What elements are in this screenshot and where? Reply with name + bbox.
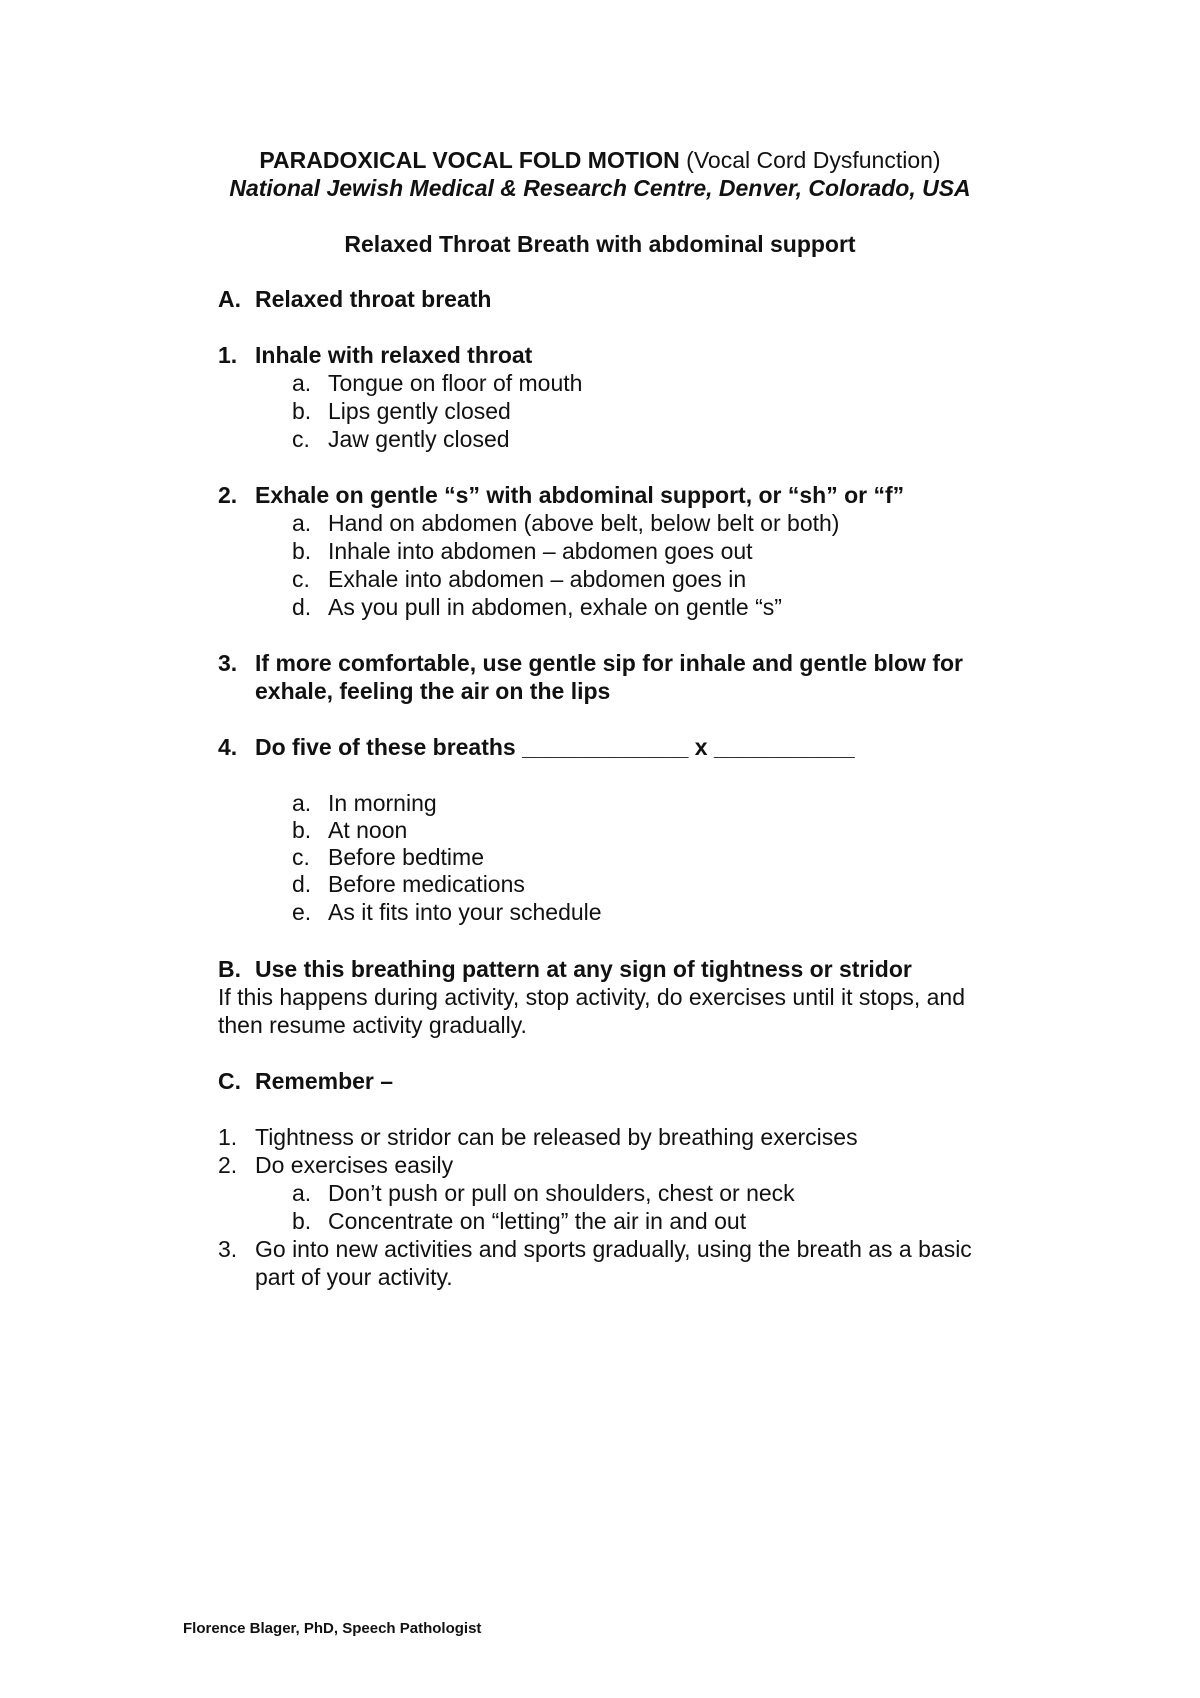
item-4-sub-text: As it fits into your schedule bbox=[328, 899, 602, 925]
section-b-text: then resume activity gradually. bbox=[218, 1012, 527, 1038]
item-4-sub-text: Before medications bbox=[328, 871, 525, 897]
title-rest: (Vocal Cord Dysfunction) bbox=[679, 147, 941, 173]
item-3-marker: 3. bbox=[218, 650, 238, 676]
section-c-marker: C. bbox=[218, 1068, 241, 1094]
remember-2-sub-text: Concentrate on “letting” the air in and out bbox=[328, 1208, 747, 1234]
item-1-sub-marker: a. bbox=[292, 370, 312, 396]
item-1-title: Inhale with relaxed throat bbox=[255, 342, 533, 368]
remember-2-sub-marker: a. bbox=[292, 1180, 312, 1206]
remember-2-sub-text: Don’t push or pull on shoulders, chest or neck bbox=[328, 1180, 795, 1206]
section-c-title: Remember – bbox=[255, 1068, 394, 1094]
section-a-title: Relaxed throat breath bbox=[255, 286, 492, 312]
item-1-marker: 1. bbox=[218, 342, 238, 368]
item-1-sub-marker: c. bbox=[292, 426, 310, 452]
item-1-sub-text: Tongue on floor of mouth bbox=[328, 370, 583, 396]
item-2-sub-text: As you pull in abdomen, exhale on gentle “s” bbox=[328, 594, 782, 620]
item-4-sub-marker: b. bbox=[292, 817, 312, 843]
item-3-line: exhale, feeling the air on the lips bbox=[255, 678, 611, 704]
item-4-title: Do five of these breaths _____________ x ___________ bbox=[255, 734, 855, 760]
item-3-line: If more comfortable, use gentle sip for inhale and gentle blow for bbox=[255, 650, 963, 676]
section-heading: Relaxed Throat Breath with abdominal support bbox=[344, 231, 856, 257]
item-4-sub-marker: e. bbox=[292, 899, 312, 925]
remember-2-sub-marker: b. bbox=[292, 1208, 312, 1234]
document-subtitle: National Jewish Medical & Research Centre, Denver, Colorado, USA bbox=[229, 175, 971, 201]
section-b-marker: B. bbox=[218, 956, 241, 982]
section-a-marker: A. bbox=[218, 286, 241, 312]
remember-3-text: Go into new activities and sports gradually, using the breath as a basic bbox=[255, 1236, 972, 1262]
footer-author: Florence Blager, PhD, Speech Pathologist bbox=[183, 1620, 482, 1637]
item-2-sub-marker: c. bbox=[292, 566, 310, 592]
item-1-sub-marker: b. bbox=[292, 398, 312, 424]
item-4-sub-text: In morning bbox=[328, 790, 437, 816]
item-4-sub-marker: c. bbox=[292, 844, 310, 870]
section-b-text: If this happens during activity, stop activity, do exercises until it stops, and bbox=[218, 984, 966, 1010]
section-b-title: Use this breathing pattern at any sign of tightness or stridor bbox=[255, 956, 912, 982]
item-4-sub-text: Before bedtime bbox=[328, 844, 484, 870]
item-2-sub-marker: a. bbox=[292, 510, 312, 536]
item-4-sub-marker: d. bbox=[292, 871, 312, 897]
remember-2-marker: 2. bbox=[218, 1152, 238, 1178]
item-4-marker: 4. bbox=[218, 734, 238, 760]
item-2-marker: 2. bbox=[218, 482, 238, 508]
item-2-sub-marker: d. bbox=[292, 594, 312, 620]
remember-3-marker: 3. bbox=[218, 1236, 238, 1262]
item-2-sub-marker: b. bbox=[292, 538, 312, 564]
document-title bbox=[0, 146, 1200, 174]
remember-3-text: part of your activity. bbox=[255, 1264, 453, 1290]
item-1-sub-text: Jaw gently closed bbox=[328, 426, 510, 452]
item-4-sub-text: At noon bbox=[328, 817, 408, 843]
remember-1-marker: 1. bbox=[218, 1124, 238, 1150]
item-2-sub-text: Inhale into abdomen – abdomen goes out bbox=[328, 538, 753, 564]
item-2-sub-text: Hand on abdomen (above belt, below belt or both) bbox=[328, 510, 840, 536]
item-2-sub-text: Exhale into abdomen – abdomen goes in bbox=[328, 566, 747, 592]
title-bold: PARADOXICAL VOCAL FOLD MOTION bbox=[259, 147, 680, 173]
item-1-sub-text: Lips gently closed bbox=[328, 398, 511, 424]
remember-1-text: Tightness or stridor can be released by breathing exercises bbox=[255, 1124, 858, 1150]
remember-2-text: Do exercises easily bbox=[255, 1152, 454, 1178]
item-4-sub-marker: a. bbox=[292, 790, 312, 816]
item-2-title: Exhale on gentle “s” with abdominal support, or “sh” or “f” bbox=[255, 482, 905, 508]
